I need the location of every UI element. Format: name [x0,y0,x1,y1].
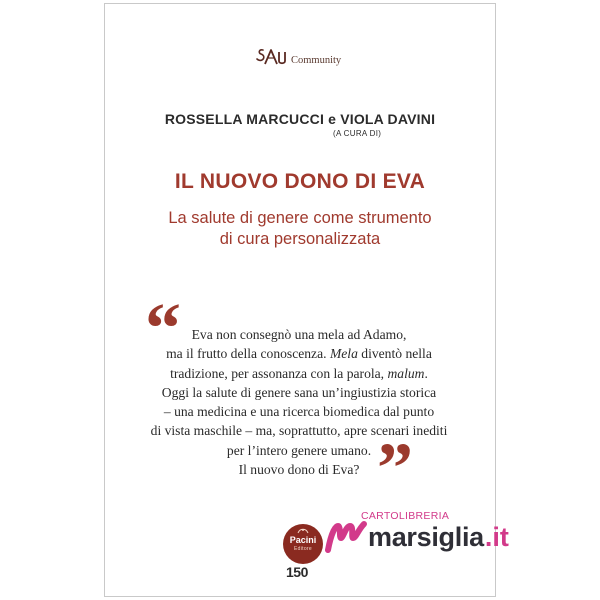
authors: ROSSELLA MARCUCCI e VIOLA DAVINI [164,111,436,127]
book-subtitle [105,208,495,250]
publisher-logo [283,524,323,582]
quote-line [149,325,449,344]
m-logo-icon [325,520,367,554]
quote-text: . [424,365,428,381]
quote-text: Eva non consegnò una mela ad Adamo, [191,327,407,342]
watermark-brand-tld: .it [484,521,509,552]
quote-text: – una medicina e una ricerca biomedica dal punto [163,404,435,420]
quote-text: ma il frutto della conoscenza. [166,346,330,362]
quote-text: per l’intero genere umano. [226,442,372,458]
book-cover [104,3,496,597]
close-quote-mark: ” [377,428,413,508]
watermark-brand-word: marsiglia [368,521,484,552]
store-watermark [325,510,525,580]
quote-text: tradizione, per assonanza con la parola, [170,365,388,381]
sau-logo-icon [255,46,289,68]
quote-line [149,364,449,383]
quote-line [149,383,449,402]
quote-line [149,344,449,363]
series-logo [255,46,341,68]
quote-line [149,402,449,421]
open-quote-mark: “ [145,288,181,368]
leaf-ornament-icon [297,527,309,535]
watermark-brand [325,520,509,554]
quote-emphasis: Mela [329,346,358,362]
quote-emphasis: malum [387,365,425,381]
series-label: Community [291,55,342,66]
subtitle-line: di cura personalizzata [219,230,381,248]
quote-text: Il nuovo dono di Eva? [238,462,360,478]
publisher-anniversary: 150 [286,564,308,580]
subtitle-line: La salute di genere come strumento [168,209,432,227]
quote-text: Oggi la salute di genere sana un’ingiustizia storica [161,384,437,400]
watermark-top-text: CARTOLIBRERIA [361,510,450,522]
quote-text: diventò nella [357,346,432,362]
publisher-subname: Editore [294,546,312,552]
editor-note: (A CURA DI) [333,129,382,138]
quote-text: di vista maschile – ma, soprattutto, apre scenari inediti [150,423,448,439]
book-title: IL NUOVO DONO DI EVA [174,170,426,193]
publisher-name: Pacini [289,535,317,545]
